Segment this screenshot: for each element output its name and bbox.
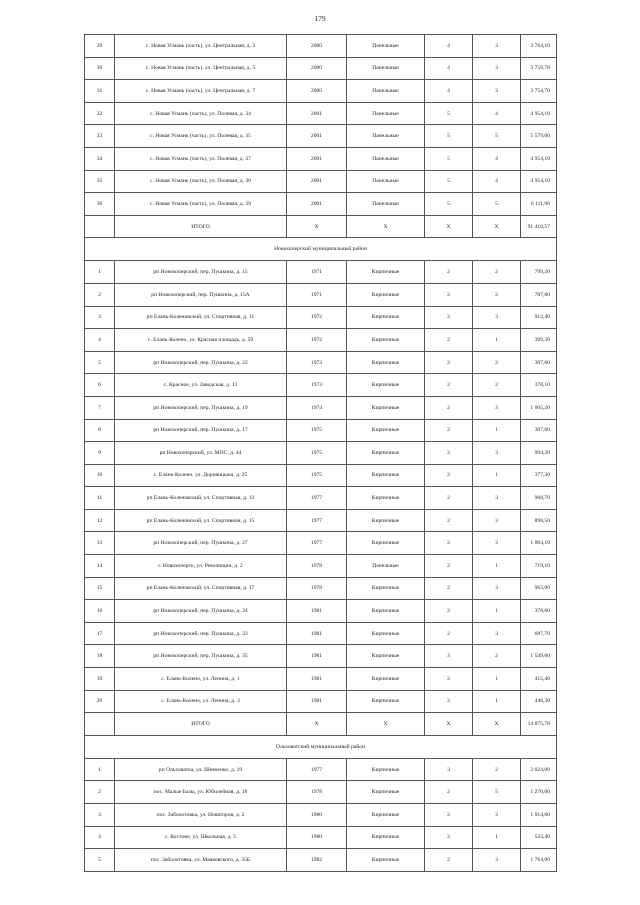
total-row	[85, 215, 557, 238]
entrances-cell: 1	[473, 668, 521, 691]
wall-material-cell: Кирпичные	[347, 419, 425, 442]
address-cell: с. Костово, ул. Школьная, д. 5	[115, 826, 287, 849]
wall-material-cell: Кирпичные	[347, 532, 425, 555]
address-cell: с. Новая Усмань (часть), ул. Центральная, д. 3	[115, 35, 287, 58]
table-row	[85, 464, 557, 487]
floors-cell: 3	[425, 645, 473, 668]
address-cell: рп Новохоперский, пер. Пушкина, д. 15А	[115, 283, 287, 306]
floors-cell: 2	[425, 555, 473, 578]
area-cell: 397,60	[521, 351, 557, 374]
area-cell: 5 579,00	[521, 125, 557, 148]
area-cell: 378,10	[521, 374, 557, 397]
address-cell: рп Новохоперский, ул. МПС, д. 44	[115, 442, 287, 465]
area-cell: 6 111,90	[521, 193, 557, 216]
entrances-cell: 3	[473, 849, 521, 872]
area-cell: 448,30	[521, 690, 557, 713]
table-row	[85, 532, 557, 555]
year-built-cell: 1981	[287, 690, 347, 713]
address-cell: рп Новохоперский, пер. Пушкина, д. 35	[115, 645, 287, 668]
row-number-cell: 31	[85, 80, 115, 103]
address-cell: с. Новая Усмань (часть), ул. Центральная, д. 5	[115, 57, 287, 80]
row-number-cell: 11	[85, 487, 115, 510]
floors-cell: 2	[425, 351, 473, 374]
entrances-cell: 3	[473, 622, 521, 645]
wall-material-cell: Панельные	[347, 170, 425, 193]
floors-cell: 2	[425, 419, 473, 442]
year-built-cell: 1981	[287, 668, 347, 691]
wall-material-cell: Кирпичные	[347, 781, 425, 804]
year-built-cell: 2001	[287, 102, 347, 125]
table-row	[85, 283, 557, 306]
year-built-cell: 2001	[287, 193, 347, 216]
entrances-cell: 5	[473, 781, 521, 804]
wall-material-cell: Кирпичные	[347, 668, 425, 691]
table-row	[85, 668, 557, 691]
row-number-cell: 34	[85, 147, 115, 170]
table-row	[85, 193, 557, 216]
floors-cell: 2	[425, 487, 473, 510]
floors-cell: 5	[425, 170, 473, 193]
wall-material-cell: Кирпичные	[347, 509, 425, 532]
entrances-cell: 1	[473, 464, 521, 487]
housing-table	[84, 34, 557, 872]
row-number-cell: 35	[85, 170, 115, 193]
wall-material-cell: Кирпичные	[347, 261, 425, 284]
table-row	[85, 555, 557, 578]
entrances-cell: 2	[473, 351, 521, 374]
row-number-cell: 15	[85, 577, 115, 600]
entrances-cell: 1	[473, 690, 521, 713]
year-built-cell: 1972	[287, 329, 347, 352]
row-number-cell: 5	[85, 351, 115, 374]
address-cell: с. Новая Усмань (часть), ул. Полевая, д. 35	[115, 125, 287, 148]
area-cell: 4 954,10	[521, 147, 557, 170]
row-number-cell: 17	[85, 622, 115, 645]
table-row	[85, 804, 557, 827]
row-number-cell: 12	[85, 509, 115, 532]
year-built-cell: 1982	[287, 849, 347, 872]
table-row	[85, 509, 557, 532]
address-cell: с. Новая Усмань (часть), ул. Полевая, д. 38	[115, 170, 287, 193]
area-cell: 912,40	[521, 306, 557, 329]
area-cell: 968,70	[521, 487, 557, 510]
table-row	[85, 487, 557, 510]
floors-cell: 2	[425, 306, 473, 329]
wall-material-cell: Панельные	[347, 57, 425, 80]
entrances-cell: 5	[473, 193, 521, 216]
entrances-cell: 1	[473, 826, 521, 849]
wall-material-cell: X	[347, 215, 425, 238]
floors-cell: 2	[425, 442, 473, 465]
entrances-cell: 4	[473, 102, 521, 125]
wall-material-cell: Кирпичные	[347, 690, 425, 713]
entrances-cell: 3	[473, 35, 521, 58]
row-number-cell: 2	[85, 283, 115, 306]
entrances-cell: 3	[473, 487, 521, 510]
address-cell: с. Елань-Колено, ул. Красная площадь, д. 59	[115, 329, 287, 352]
wall-material-cell: Панельные	[347, 102, 425, 125]
year-built-cell: 1974	[287, 396, 347, 419]
wall-material-cell: Кирпичные	[347, 374, 425, 397]
address-cell: рп Елань-Коленовский, ул. Спортивная, д. 11	[115, 306, 287, 329]
year-built-cell: 1977	[287, 758, 347, 781]
area-cell: 1 004,10	[521, 532, 557, 555]
year-built-cell: 1981	[287, 600, 347, 623]
floors-cell: 4	[425, 35, 473, 58]
table-row	[85, 80, 557, 103]
address-cell: рп Новохоперский, пер. Пушкина, д. 33	[115, 622, 287, 645]
wall-material-cell: Кирпичные	[347, 600, 425, 623]
table-row	[85, 758, 557, 781]
entrances-cell: 2	[473, 374, 521, 397]
year-built-cell: 1975	[287, 442, 347, 465]
entrances-cell: 2	[473, 261, 521, 284]
address-cell: рп Новохоперский, пер. Пушкина, д. 27	[115, 532, 287, 555]
table-row	[85, 125, 557, 148]
row-number-cell: 9	[85, 442, 115, 465]
row-number-cell: 7	[85, 396, 115, 419]
year-built-cell: 2001	[287, 147, 347, 170]
table-row	[85, 374, 557, 397]
row-number-cell: 32	[85, 102, 115, 125]
wall-material-cell: Кирпичные	[347, 306, 425, 329]
area-cell: 719,10	[521, 555, 557, 578]
year-built-cell: 1971	[287, 283, 347, 306]
year-built-cell: 1980	[287, 826, 347, 849]
floors-cell: 2	[425, 781, 473, 804]
floors-cell: 5	[425, 102, 473, 125]
floors-cell: 5	[425, 147, 473, 170]
area-cell: 377,30	[521, 464, 557, 487]
address-cell: ИТОГО	[115, 713, 287, 736]
entrances-cell: 1	[473, 329, 521, 352]
year-built-cell: X	[287, 215, 347, 238]
wall-material-cell: Кирпичные	[347, 464, 425, 487]
area-cell: 787,80	[521, 283, 557, 306]
year-built-cell: 1975	[287, 464, 347, 487]
address-cell: рп Елань-Коленовский, ул. Спортивная, д. 15	[115, 509, 287, 532]
address-cell: с. Елань-Колено, ул. Доровицына, д. 25	[115, 464, 287, 487]
table-row	[85, 622, 557, 645]
address-cell: рп Елань-Коленовский, ул. Спортивная, д. 13	[115, 487, 287, 510]
address-cell: рп Новохоперский, пер. Пушкина, д. 22	[115, 351, 287, 374]
area-cell: 2 024,00	[521, 758, 557, 781]
floors-cell: 2	[425, 396, 473, 419]
table-row	[85, 419, 557, 442]
floors-cell: 4	[425, 57, 473, 80]
address-cell: рп Новохоперский, пер. Пушкина, д. 19	[115, 396, 287, 419]
entrances-cell: 4	[473, 170, 521, 193]
table-row	[85, 826, 557, 849]
wall-material-cell: X	[347, 713, 425, 736]
row-number-cell	[85, 713, 115, 736]
wall-material-cell: Кирпичные	[347, 645, 425, 668]
area-cell: 1 914,60	[521, 804, 557, 827]
wall-material-cell: Кирпичные	[347, 351, 425, 374]
table-row	[85, 102, 557, 125]
address-cell: пос. Заболотовка, ул. Маяковского, д. 35Б	[115, 849, 287, 872]
floors-cell: X	[425, 215, 473, 238]
year-built-cell: 1977	[287, 487, 347, 510]
area-cell: 3 754,70	[521, 80, 557, 103]
table-row	[85, 577, 557, 600]
table-row	[85, 306, 557, 329]
floors-cell: 2	[425, 261, 473, 284]
floors-cell: 2	[425, 532, 473, 555]
entrances-cell: 3	[473, 577, 521, 600]
entrances-cell: 3	[473, 804, 521, 827]
entrances-cell: 3	[473, 80, 521, 103]
year-built-cell: 1972	[287, 306, 347, 329]
entrances-cell: 2	[473, 758, 521, 781]
wall-material-cell: Кирпичные	[347, 622, 425, 645]
wall-material-cell: Кирпичные	[347, 329, 425, 352]
floors-cell: 3	[425, 758, 473, 781]
wall-material-cell: Кирпичные	[347, 487, 425, 510]
wall-material-cell: Панельные	[347, 147, 425, 170]
wall-material-cell: Кирпичные	[347, 577, 425, 600]
area-cell: 3 759,70	[521, 57, 557, 80]
area-cell: 533,40	[521, 826, 557, 849]
floors-cell: 2	[425, 622, 473, 645]
entrances-cell: X	[473, 215, 521, 238]
wall-material-cell: Панельные	[347, 555, 425, 578]
address-cell: рп Новохоперский, пер. Пушкина, д. 15	[115, 261, 287, 284]
wall-material-cell: Панельные	[347, 80, 425, 103]
wall-material-cell: Кирпичные	[347, 283, 425, 306]
address-cell: г. Новохоперск, ул. Революции, д. 2	[115, 555, 287, 578]
address-cell: рп Новохоперский, пер. Пушкина, д. 17	[115, 419, 287, 442]
area-cell: 415,40	[521, 668, 557, 691]
area-cell: 1 764,00	[521, 849, 557, 872]
entrances-cell: 5	[473, 125, 521, 148]
row-number-cell: 36	[85, 193, 115, 216]
entrances-cell: 1	[473, 419, 521, 442]
table-row	[85, 690, 557, 713]
entrances-cell: X	[473, 713, 521, 736]
table-row	[85, 645, 557, 668]
address-cell: пос. Заболотовка, ул. Новаторов, д. 2	[115, 804, 287, 827]
year-built-cell: 2001	[287, 125, 347, 148]
row-number-cell: 4	[85, 826, 115, 849]
address-cell: пос. Малые Базы, ул. Юбилейная, д. 18	[115, 781, 287, 804]
address-cell: ИТОГО	[115, 215, 287, 238]
row-number-cell: 14	[85, 555, 115, 578]
row-number-cell: 4	[85, 329, 115, 352]
page-number: 179	[314, 14, 326, 23]
table-row	[85, 35, 557, 58]
floors-cell: 2	[425, 329, 473, 352]
table-row	[85, 57, 557, 80]
year-built-cell: 1971	[287, 261, 347, 284]
floors-cell: 2	[425, 509, 473, 532]
area-cell: 898,50	[521, 509, 557, 532]
section-header-row	[85, 238, 557, 261]
wall-material-cell: Кирпичные	[347, 826, 425, 849]
year-built-cell: X	[287, 713, 347, 736]
year-built-cell: 1978	[287, 781, 347, 804]
row-number-cell	[85, 215, 115, 238]
section-title: Новохоперский муниципальный район	[85, 238, 557, 261]
section-title: Ольховатский муниципальный район	[85, 735, 557, 758]
area-cell: 994,20	[521, 442, 557, 465]
row-number-cell: 29	[85, 35, 115, 58]
floors-cell: X	[425, 713, 473, 736]
year-built-cell: 1981	[287, 622, 347, 645]
address-cell: с. Новая Усмань (часть), ул. Полевая, д. 34	[115, 102, 287, 125]
wall-material-cell: Кирпичные	[347, 442, 425, 465]
floors-cell: 5	[425, 125, 473, 148]
address-cell: с. Новая Усмань (часть), ул. Центральная, д. 7	[115, 80, 287, 103]
entrances-cell: 3	[473, 306, 521, 329]
row-number-cell: 20	[85, 690, 115, 713]
area-cell: 4 954,10	[521, 102, 557, 125]
floors-cell: 2	[425, 826, 473, 849]
table-row	[85, 170, 557, 193]
row-number-cell: 10	[85, 464, 115, 487]
year-built-cell: 1980	[287, 804, 347, 827]
entrances-cell: 3	[473, 532, 521, 555]
entrances-cell: 4	[473, 147, 521, 170]
wall-material-cell: Кирпичные	[347, 804, 425, 827]
entrances-cell: 2	[473, 645, 521, 668]
wall-material-cell: Панельные	[347, 125, 425, 148]
row-number-cell: 33	[85, 125, 115, 148]
year-built-cell: 2000	[287, 35, 347, 58]
area-cell: 91 410,57	[521, 215, 557, 238]
address-cell: с. Елань-Колено, ул. Ленина, д. 3	[115, 690, 287, 713]
floors-cell: 2	[425, 668, 473, 691]
row-number-cell: 3	[85, 804, 115, 827]
table-row	[85, 781, 557, 804]
year-built-cell: 1977	[287, 509, 347, 532]
year-built-cell: 2000	[287, 80, 347, 103]
entrances-cell: 3	[473, 509, 521, 532]
year-built-cell: 1977	[287, 532, 347, 555]
wall-material-cell: Панельные	[347, 193, 425, 216]
area-cell: 4 954,10	[521, 170, 557, 193]
area-cell: 1 270,00	[521, 781, 557, 804]
year-built-cell: 1973	[287, 351, 347, 374]
floors-cell: 2	[425, 464, 473, 487]
entrances-cell: 3	[473, 57, 521, 80]
area-cell: 1 005,20	[521, 396, 557, 419]
address-cell: рп Елань-Коленовский, ул. Спортивная, д. 17	[115, 577, 287, 600]
area-cell: 687,70	[521, 622, 557, 645]
entrances-cell: 1	[473, 555, 521, 578]
year-built-cell: 1981	[287, 645, 347, 668]
entrances-cell: 2	[473, 283, 521, 306]
table-row	[85, 261, 557, 284]
area-cell: 1 549,60	[521, 645, 557, 668]
row-number-cell: 6	[85, 374, 115, 397]
area-cell: 963,00	[521, 577, 557, 600]
floors-cell: 2	[425, 577, 473, 600]
entrances-cell: 1	[473, 600, 521, 623]
floors-cell: 2	[425, 804, 473, 827]
address-cell: с. Новая Усмань (часть), ул. Полевая, д. 37	[115, 147, 287, 170]
table-row	[85, 849, 557, 872]
row-number-cell: 3	[85, 306, 115, 329]
section-header-row	[85, 735, 557, 758]
address-cell: с. Красное, ул. Заводская, д. 13	[115, 374, 287, 397]
floors-cell: 2	[425, 690, 473, 713]
row-number-cell: 30	[85, 57, 115, 80]
wall-material-cell: Кирпичные	[347, 849, 425, 872]
year-built-cell: 1975	[287, 419, 347, 442]
table-row	[85, 396, 557, 419]
entrances-cell: 3	[473, 442, 521, 465]
year-built-cell: 2000	[287, 57, 347, 80]
floors-cell: 4	[425, 80, 473, 103]
area-cell: 378,60	[521, 600, 557, 623]
row-number-cell: 18	[85, 645, 115, 668]
floors-cell: 2	[425, 600, 473, 623]
table-row	[85, 442, 557, 465]
address-cell: с. Елань-Колено, ул. Ленина, д. 1	[115, 668, 287, 691]
floors-cell: 5	[425, 193, 473, 216]
row-number-cell: 16	[85, 600, 115, 623]
address-cell: рп Новохоперский, пер. Пушкина, д. 24	[115, 600, 287, 623]
floors-cell: 2	[425, 849, 473, 872]
year-built-cell: 1973	[287, 374, 347, 397]
floors-cell: 2	[425, 283, 473, 306]
wall-material-cell: Кирпичные	[347, 396, 425, 419]
area-cell: 14 875,70	[521, 713, 557, 736]
row-number-cell: 8	[85, 419, 115, 442]
wall-material-cell: Кирпичные	[347, 758, 425, 781]
area-cell: 399,30	[521, 329, 557, 352]
year-built-cell: 1978	[287, 577, 347, 600]
table-row	[85, 351, 557, 374]
table-row	[85, 329, 557, 352]
area-cell: 397,60	[521, 419, 557, 442]
total-row	[85, 713, 557, 736]
row-number-cell: 5	[85, 849, 115, 872]
address-cell: рп Ольховатка, ул. Шевченко, д. 19	[115, 758, 287, 781]
year-built-cell: 1978	[287, 555, 347, 578]
address-cell: с. Новая Усмань (часть), ул. Полевая, д. 39	[115, 193, 287, 216]
row-number-cell: 1	[85, 758, 115, 781]
year-built-cell: 2001	[287, 170, 347, 193]
row-number-cell: 1	[85, 261, 115, 284]
area-cell: 3 764,10	[521, 35, 557, 58]
entrances-cell: 3	[473, 396, 521, 419]
area-cell: 799,20	[521, 261, 557, 284]
row-number-cell: 19	[85, 668, 115, 691]
row-number-cell: 13	[85, 532, 115, 555]
table-row	[85, 147, 557, 170]
wall-material-cell: Панельные	[347, 35, 425, 58]
table-row	[85, 600, 557, 623]
row-number-cell: 2	[85, 781, 115, 804]
floors-cell: 2	[425, 374, 473, 397]
